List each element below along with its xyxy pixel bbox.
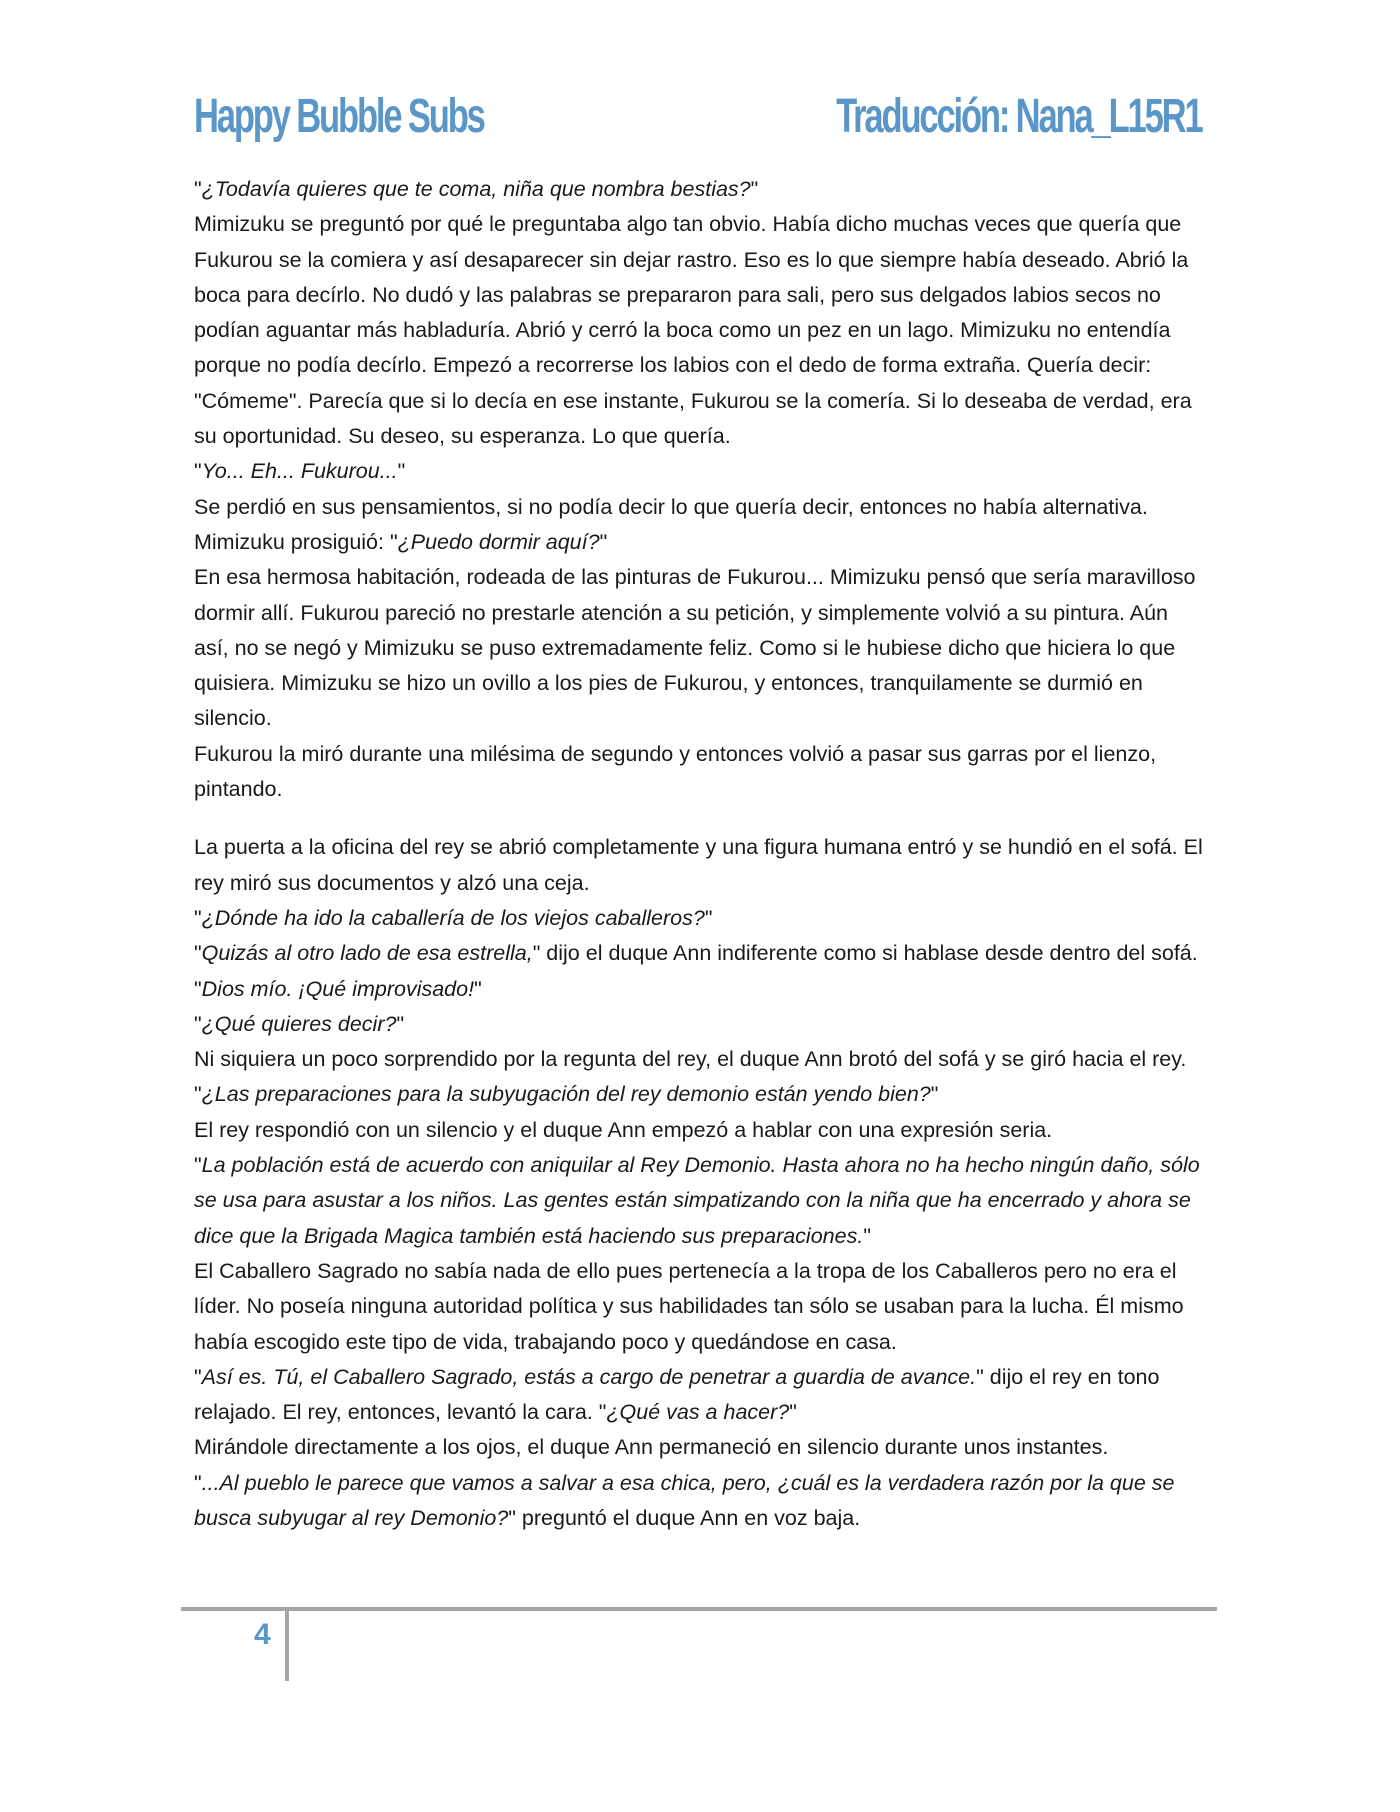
dialogue-text: Quizás al otro lado de esa estrella, (201, 941, 533, 966)
dialogue-text: ...Al pueblo le parece que vamos a salvar a esa chica, pero, ¿cuál es la verdadera razón por la que se busca subyugar al rey Demonio? (194, 1470, 1175, 1530)
page-number: 4 (254, 1618, 271, 1651)
narration-text: " (194, 1153, 202, 1178)
narration-text: " dijo el duque Ann indiferente como si hablase desde dentro del sofá. (532, 941, 1198, 966)
narration-text: El rey respondió con un silencio y el duque Ann empezó a hablar con una expresión seria. (194, 1117, 1053, 1142)
narration-text: " (194, 1470, 202, 1495)
narration-text: " (194, 976, 202, 1001)
paragraph (194, 1466, 1204, 1537)
narration-text: Se perdió en sus pensamientos, si no podía decir lo que quería decir, entonces no había alternativa. Mimizuku prosiguió: " (194, 494, 1148, 554)
paragraph (194, 901, 1204, 936)
paragraph (194, 207, 1204, 454)
paragraph (194, 1254, 1204, 1360)
body-text (194, 172, 1204, 1536)
dialogue-text: Yo... Eh... Fukurou... (201, 459, 398, 484)
dialogue-text: ¿Dónde ha ido la caballería de los viejos caballeros? (201, 905, 705, 930)
narration-text: " (194, 177, 202, 201)
footer-divider (181, 1607, 1217, 1611)
paragraph (194, 1007, 1204, 1042)
paragraph (194, 1430, 1204, 1465)
paragraph (194, 737, 1204, 808)
narration-text: " (194, 941, 202, 966)
dialogue-text: La población está de acuerdo con aniquilar al Rey Demonio. Hasta ahora no ha hecho ningún daño, sólo se usa para asustar a los niños. Las gentes están simpatizando con la niña que ha encerrado y ahora se dice que la Brigada Magica también está haciendo sus preparaciones. (194, 1153, 1200, 1248)
narration-text: " (474, 976, 482, 1001)
narration-text: " (194, 1011, 202, 1036)
paragraph (194, 972, 1204, 1007)
narration-text: Ni siquiera un poco sorprendido por la regunta del rey, el duque Ann brotó del sofá y se giró hacia el rey. (194, 1047, 1187, 1072)
dialogue-text: ¿Puedo dormir aquí? (397, 529, 600, 554)
narration-text: " (930, 1082, 939, 1107)
narration-text: Fukurou la miró durante una milésima de segundo y entonces volvió a pasar sus garras por el lienzo, pintando. (194, 741, 1157, 802)
paragraph (194, 560, 1204, 736)
narration-text: " (704, 905, 713, 930)
narration-text: " (194, 459, 202, 484)
paragraph (194, 1077, 1204, 1112)
narration-text: " (750, 177, 759, 201)
paragraph (194, 936, 1204, 971)
narration-text: " (789, 1400, 797, 1425)
narration-text: " (396, 1011, 405, 1036)
paragraph (194, 490, 1204, 561)
narration-text: " dijo el rey en tono relajado. El rey, entonces, levantó la cara. " (194, 1364, 1160, 1425)
dialogue-text: ¿Todavía quieres que te coma, niña que nombra bestias? (201, 177, 751, 201)
dialogue-text: ¿Las preparaciones para la subyugación del rey demonio están yendo bien? (201, 1082, 931, 1107)
dialogue-text: ¿Qué vas a hacer? (606, 1400, 790, 1425)
footer-vertical-divider (285, 1611, 289, 1681)
paragraph (194, 830, 1204, 901)
narration-text: Mimizuku se preguntó por qué le preguntaba algo tan obvio. Había dicho muchas veces que quería que Fukurou se la comiera y así desaparecer sin dejar rastro. Eso es lo que siempre había deseado. Abrió la boca para decírlo. No dudó y las palabras se prepararon para sali, pero sus delgados labios secos no podían aguantar más habladuría. Abrió y cerró la boca como un pez en un lago. Mimizuku no entendía porque no podía decírlo. Empezó a recorrerse los labios con el dedo de forma extraña. Quería decir: "Cómeme". Parecía que si lo decía en ese instante, Fukurou se la comería. Si lo deseaba de verdad, era su oportunidad. Su deseo, su esperanza. Lo que quería. (194, 212, 1192, 449)
narration-text: La puerta a la oficina del rey se abrió completamente y una figura humana entró y se hundió en el sofá. El rey miró sus documentos y alzó una ceja. (194, 835, 1203, 895)
paragraph (194, 1113, 1204, 1148)
paragraph (194, 172, 1204, 207)
paragraph (194, 1148, 1204, 1254)
dialogue-text: ¿Qué quieres decir? (201, 1011, 397, 1036)
paragraph (194, 1360, 1204, 1431)
narration-text: En esa hermosa habitación, rodeada de las pinturas de Fukurou... Mimizuku pensó que sería maravilloso dormir allí. Fukurou pareció no prestarle atención a su petición, y simplemente volvió a su pintura. Aún así, no se negó y Mimizuku se puso extremadamente feliz. Como si le hubiese dicho que hiciera lo que quisiera. Mimizuku se hizo un ovillo a los pies de Fukurou, y entonces, tranquilamente se durmió en silencio. (194, 565, 1196, 731)
dialogue-text: Dios mío. ¡Qué improvisado! (201, 976, 475, 1001)
narration-text: " (194, 905, 202, 930)
narration-text: " preguntó el duque Ann en voz baja. (508, 1505, 861, 1530)
narration-text: " (194, 1364, 202, 1389)
header-left-title: Happy Bubble Subs (194, 90, 484, 143)
narration-text: " (397, 459, 406, 484)
paragraph (194, 454, 1204, 489)
paragraph (194, 1042, 1204, 1077)
header-right-title: Traducción: Nana_L15R1 (836, 90, 1202, 143)
narration-text: " (194, 1082, 202, 1107)
narration-text: " (599, 529, 608, 554)
narration-text: El Caballero Sagrado no sabía nada de ello pues pertenecía a la tropa de los Caballeros pero no era el líder. No poseía ninguna autoridad política y sus habilidades tan sólo se usaban para la lucha. Él mismo había escogido este tipo de vida, trabajando poco y quedándose en casa. (194, 1258, 1184, 1354)
narration-text: " (863, 1223, 871, 1248)
narration-text: Mirándole directamente a los ojos, el duque Ann permaneció en silencio durante unos instantes. (194, 1435, 1109, 1460)
dialogue-text: Así es. Tú, el Caballero Sagrado, estás a cargo de penetrar a guardia de avance. (201, 1364, 977, 1389)
